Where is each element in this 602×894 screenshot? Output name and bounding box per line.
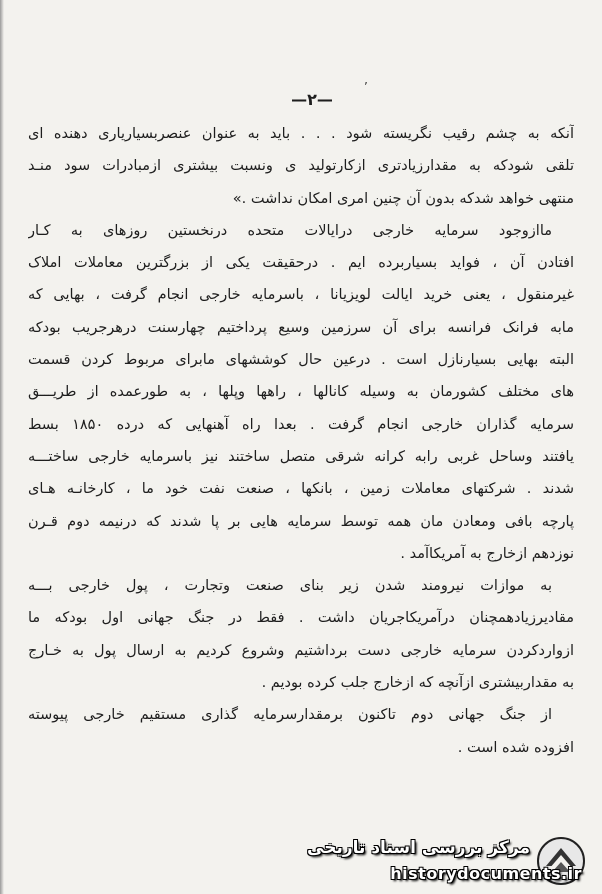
watermark-title: مرکز بررسی اسناد تاریخی [307, 838, 530, 858]
text-line: منتهی خواهد شدکه بدون آن چنین امری امکان نداشت .» [232, 190, 574, 207]
text-line: یافتند وساحل غربی رابه کرانه شرقی متصل ساختند نیز باسرمایه خارجی ساختـــه [28, 448, 574, 465]
text-line: سرمایه گذاران خارجی انجام گرفت . بعدا راه آهنهایی که درده ۱۸۵۰ بسط [28, 416, 574, 433]
text-line: به مقداربیشتری ازآنچه که ازخارج جلب کرده بودیم . [261, 675, 574, 692]
watermark-url: historydocuments.ir [390, 864, 582, 883]
text-line: ماازوجود سرمایه خارجی درایالات متحده درنخستین روزهای به کـار [28, 222, 552, 239]
text-line: از جنگ جهانی دوم تاکنون برمقدارسرمایه گذاری مستقیم خارجی پیوسته [28, 707, 552, 724]
text-line: های مختلف کشورمان به وسیله کانالها ، راهها وپلها ، به طورعمده از طریـــق [28, 384, 574, 401]
watermark [307, 836, 592, 888]
text-line: شدند . شرکتهای معاملات زمین ، بانکها ، صنعت نفت خود ما ، کارخانـه هـای [28, 481, 574, 498]
text-line: نوزدهم ازخارج به آمریکاآمد . [400, 545, 574, 562]
text-line: ازواردکردن سرمایه خارجی دست برداشتیم وشروع کردیم به ارسال پول به خـارج [28, 642, 574, 659]
body-text [28, 118, 574, 764]
text-line: پارچه بافی ومعادن مان همه توسط سرمایه هایی بر پا شدند که درنیمه دوم قـرن [28, 513, 574, 530]
text-line: آنکه به چشم رقیب نگریسته شود . . . باید به عنوان عنصربسیاریاری دهنده ای [28, 126, 574, 142]
text-line: به موازات نیرومند شدن زیر بنای صنعت وتجارت ، پول خارجی بـــه [28, 578, 552, 595]
header-mark: ’ [364, 80, 368, 94]
text-line: مقادیرزیادهمچنان درآمریکاجریان داشت . فقط در جنگ جهانی اول بودکه ما [28, 610, 574, 627]
text-line: تلقی شودکه به مقدارزیادتری ازکارتولید ی ونسبت بیشتری ازمبادرات سود منـد [28, 158, 574, 175]
text-line: مابه فرانک فرانسه برای آن سرزمین وسیع پرداختیم چهارسنت درهرجریب بودکه [28, 319, 574, 336]
page-number: —٢— [291, 90, 333, 109]
text-line: افتادن آن ، فواید بسیاربرده ایم . درحقیقت یکی از بزرگترین معاملات املاک [28, 255, 574, 272]
text-line: افزوده شده است . [457, 739, 574, 756]
text-line: غیرمنقول ، یعنی خرید ایالت لویزیانا ، باسرمایه خارجی انجام گرفت ، بهایی که [28, 287, 574, 304]
text-line: البته بهایی بسیارنازل است . درعین حال کوششهای مابرای مربوط کردن قسمت [28, 352, 574, 369]
scan-edge-shadow [0, 0, 4, 894]
